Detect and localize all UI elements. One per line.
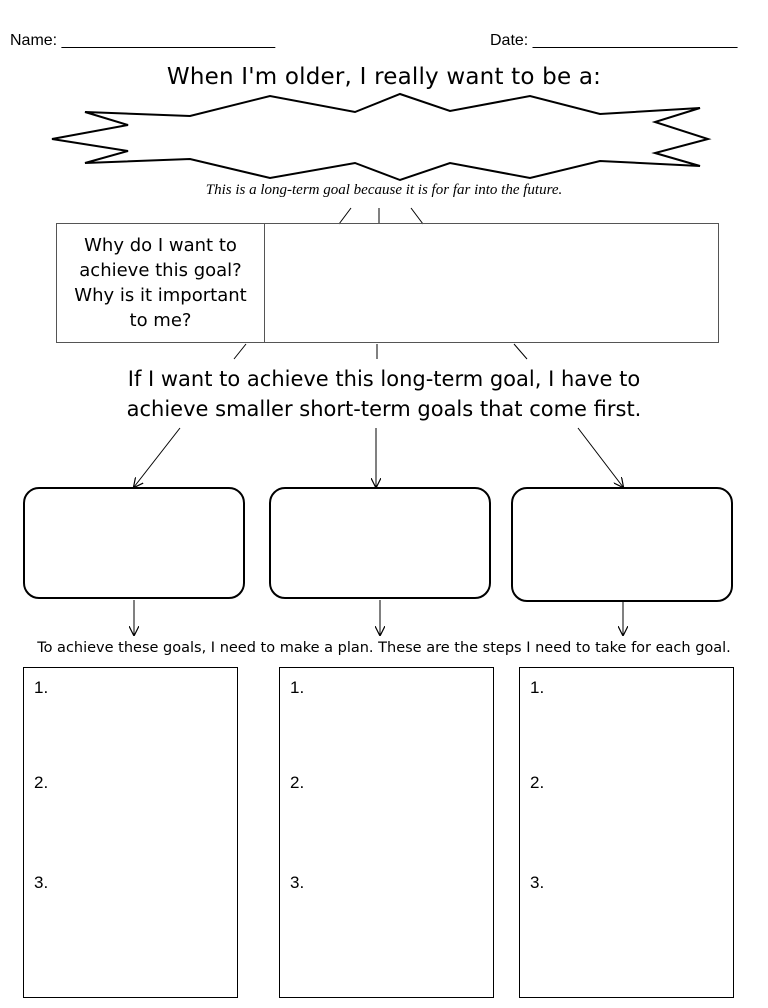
page-title: When I'm older, I really want to be a: [166, 64, 602, 90]
why-question: Why do I want to achieve this goal? Why is it important to me? [57, 224, 265, 342]
step-number: 3. [290, 873, 305, 892]
why-answer-field[interactable] [265, 224, 718, 342]
connector-line [234, 344, 246, 359]
step-number: 1. [530, 678, 545, 697]
step-number: 1. [290, 678, 305, 697]
step-number: 2. [34, 773, 49, 792]
steps-box-1[interactable] [23, 667, 238, 998]
arrow-to-goal-1 [134, 428, 180, 487]
name-field[interactable]: Name: ________________________ [10, 32, 276, 49]
short-term-goal-box-3[interactable] [511, 487, 733, 602]
why-table [56, 223, 719, 343]
short-term-goal-box-1[interactable] [23, 487, 245, 599]
plan-instructions: To achieve these goals, I need to make a plan. These are the steps I need to take for each goal. [37, 640, 731, 656]
step-number: 3. [530, 873, 545, 892]
short-term-intro [0, 364, 768, 424]
step-number: 3. [34, 873, 49, 892]
step-number: 2. [530, 773, 545, 792]
long-term-goal-note: This is a long-term goal because it is for far into the future. [205, 182, 563, 198]
steps-box-2[interactable] [279, 667, 494, 998]
short-term-intro-line2: achieve smaller short-term goals that come first. [126, 397, 642, 421]
short-term-goal-box-2[interactable] [269, 487, 491, 599]
connector-line [339, 208, 351, 224]
connector-line [411, 208, 423, 224]
step-number: 1. [34, 678, 49, 697]
short-term-intro-line1: If I want to achieve this long-term goal, I have to [127, 367, 641, 391]
connector-line [514, 344, 527, 359]
career-starburst[interactable] [52, 94, 708, 180]
date-field[interactable]: Date: _______________________ [490, 32, 738, 49]
steps-box-3[interactable] [519, 667, 734, 998]
step-number: 2. [290, 773, 305, 792]
arrow-to-goal-3 [578, 428, 623, 487]
